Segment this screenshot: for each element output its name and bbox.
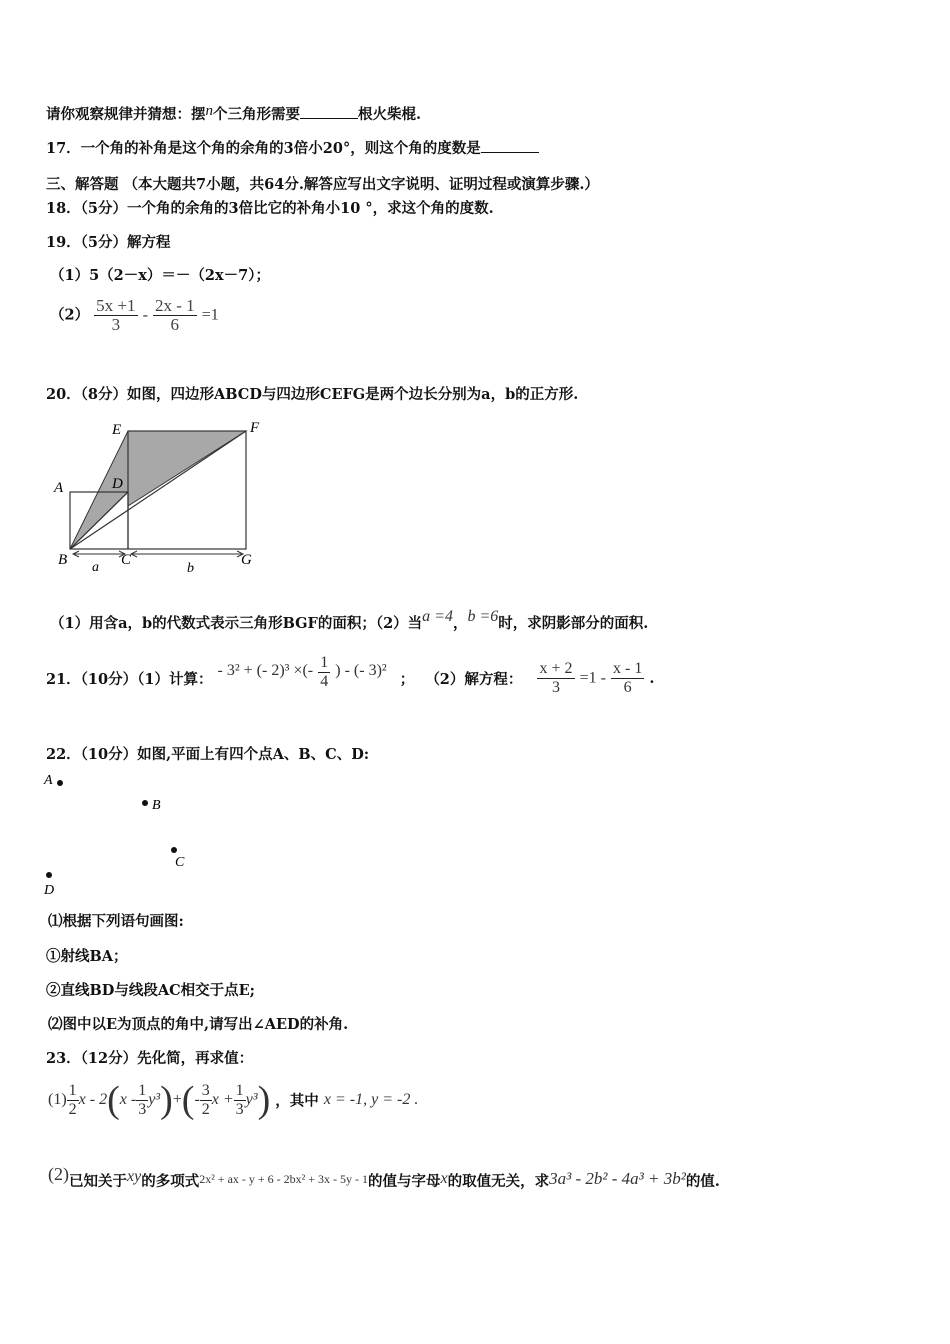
question-16-tail (46, 103, 421, 124)
label-E: E (112, 422, 122, 438)
q23-p2-b: 的多项式 (141, 1173, 200, 1190)
q23-paren-close-2: ) (257, 1079, 271, 1121)
q20-tail: 时，求阴影部分的面积. (498, 615, 649, 632)
q23-t2a (120, 1091, 136, 1108)
q23-t1-frac (67, 1082, 79, 1119)
q20-a-eq-text: a =4 (422, 608, 453, 625)
q23-xvar-text: x (440, 1170, 448, 1187)
q19-minus: - (142, 306, 148, 324)
q21-eq-frac-2 (611, 660, 644, 697)
question-19-title: 19．（5分）解方程 (46, 234, 171, 251)
q21-frac-num: 1 (320, 654, 329, 671)
q22-step2: ①射线BA； (46, 948, 128, 965)
answer-blank-17[interactable] (481, 138, 539, 153)
label-D: D (112, 476, 123, 492)
q21-eq-frac2-num: x - 1 (612, 660, 643, 677)
point-label-D: D (44, 883, 55, 898)
q23-paren-open-2: ( (181, 1079, 195, 1121)
q21-eq-frac1-num: x + 2 (539, 660, 573, 677)
question-17 (46, 137, 539, 158)
q19-frac1-num: 5x +1 (96, 296, 136, 315)
question-23-part2 (48, 1164, 720, 1191)
q23-t3a: - (194, 1091, 200, 1108)
q19-frac-1 (94, 297, 137, 334)
question-19-part1: （1）5（2－x）＝－（2x－7）； (50, 267, 270, 284)
question-23-part1 (48, 1078, 418, 1122)
label-b: b (187, 561, 194, 576)
q23-t3-num: 3 (201, 1081, 210, 1099)
q23-paren-open-1: ( (107, 1079, 120, 1121)
q23-t1-den: 2 (68, 1100, 77, 1118)
obs-mid: 个三角形需要 (213, 106, 300, 123)
q23-t3-var (212, 1091, 234, 1108)
point-label-C: C (175, 855, 185, 870)
q23-xy-text: xy (127, 1168, 142, 1185)
q23-poly (199, 1172, 368, 1186)
q23-p2-e: 的值. (685, 1173, 720, 1190)
q21-expr-b: ) - (- 3)² (335, 661, 387, 679)
q23-plus: + (172, 1091, 182, 1108)
point-label-B: B (152, 798, 161, 813)
q23-t2-var (148, 1091, 160, 1108)
q23-t3-var-text: x + (211, 1091, 234, 1108)
q23-p2-a: 已知关于 (69, 1173, 127, 1190)
q21-sep: ； (399, 671, 415, 688)
q23-t3-frac (200, 1082, 212, 1119)
q20-part1-text: （1）用含a，b的代数式表示三角形BGF的面积；（2）当 (50, 615, 423, 632)
squares-figure (50, 412, 270, 582)
q23-t3b-num: 1 (235, 1081, 244, 1099)
q22-step1: ⑴根据下列语句画图: (48, 913, 184, 930)
q21-prefix: 21．（10分）（1）计算： (46, 671, 213, 688)
q23-cond-text: x = -1, y = -2 . (323, 1091, 419, 1108)
question-20-parts (50, 608, 649, 633)
obs-post: 根火柴棍. (358, 106, 422, 123)
q19-rhs: =1 (201, 306, 219, 324)
q21-expr-a: - 3² + (- 2)³ ×(- (217, 661, 314, 679)
point-label-A: A (44, 773, 53, 788)
q22-step3: ②直线BD与线段AC相交于点E; (46, 982, 256, 999)
q21-eq-frac2-den: 6 (623, 679, 632, 696)
question-22-title: 22．（10分）如图,平面上有四个点A、B、C、D: (46, 746, 370, 763)
point-D (46, 872, 52, 878)
q21-frac-den: 4 (320, 673, 329, 690)
q23-t1-num: 1 (68, 1081, 77, 1099)
q20-comma: ， (452, 615, 468, 632)
question-23-title: 23．（12分）先化简，再求值： (46, 1050, 254, 1067)
q23-t3b-var (246, 1091, 258, 1108)
q19-frac2-den: 6 (170, 315, 180, 334)
q23-p1-label: (1) (48, 1091, 67, 1108)
label-B: B (58, 552, 68, 568)
q20-b-eq (467, 608, 498, 625)
q23-t3b-den: 3 (235, 1100, 244, 1118)
point-A (57, 780, 63, 786)
q23-p2-label: (2) (48, 1164, 69, 1184)
q23-t3-den: 2 (201, 1100, 210, 1118)
q23-t2-num: 1 (138, 1081, 147, 1099)
obs-pre: 请你观察规律并猜想：摆 (46, 106, 206, 123)
q23-t1-var (79, 1091, 107, 1108)
q21-eq-end: . (649, 670, 655, 687)
question-18: 18．（5分）一个角的余角的3倍比它的补角小10 °，求这个角的度数. (46, 200, 494, 217)
q19-frac1-den: 3 (111, 315, 121, 334)
q23-where: ，其中 (275, 1092, 319, 1110)
q21-eq-mid: =1 - (579, 669, 606, 687)
q23-t1-var-text: x - 2 (78, 1091, 108, 1108)
question-21 (46, 654, 655, 697)
q23-t2-var-text: y³ (148, 1091, 161, 1108)
q19-frac-2 (153, 297, 197, 334)
q23-p2-c: 的值与字母 (368, 1173, 441, 1190)
var-n: n (205, 103, 213, 119)
point-C (171, 847, 177, 853)
section-heading: 三、解答题 （本大题共7小题，共64分.解答应写出文字说明、证明过程或演算步骤.） (46, 176, 599, 193)
q21-frac (318, 654, 330, 691)
q23-paren-close-1: ) (160, 1079, 173, 1121)
label-F: F (250, 420, 260, 436)
q17-text: 17．一个角的补角是这个角的余角的3倍小20°，则这个角的度数是 (46, 140, 481, 157)
label-a: a (92, 560, 99, 575)
q23-t2-den: 3 (138, 1100, 147, 1118)
q23-t3b-frac (234, 1082, 246, 1119)
q23-cond (324, 1091, 418, 1108)
label-C: C (121, 552, 132, 568)
q23-t3b-var-text: y³ (245, 1091, 258, 1108)
q23-t2a-text: x - (119, 1091, 137, 1108)
q23-target-text: 3a³ - 2b² - 4a³ + 3b² (549, 1169, 686, 1188)
q21-part2: （2）解方程： (425, 671, 523, 688)
answer-blank-16[interactable] (300, 104, 358, 119)
label-A: A (54, 480, 64, 496)
q23-target (549, 1169, 686, 1188)
question-20-title: 20．（8分）如图，四边形ABCD与四边形CEFG是两个边长分别为a，b的正方形. (46, 386, 579, 403)
point-B (142, 800, 148, 806)
q20-a-eq (422, 608, 453, 625)
label-G: G (241, 552, 252, 568)
question-19-part2 (50, 297, 219, 334)
q19-frac2-num: 2x - 1 (154, 296, 195, 315)
q23-poly-text: 2x² + ax - y + 6 - 2bx² + 3x - 5y - 1 (199, 1172, 369, 1186)
q23-p2-d: 的取值无关，求 (447, 1173, 550, 1190)
q23-xvar (441, 1170, 448, 1187)
q21-eq-frac1-den: 3 (551, 679, 560, 696)
four-points-figure (40, 768, 210, 900)
q20-b-eq-text: b =6 (467, 608, 499, 625)
q23-xy (127, 1168, 141, 1185)
q21-eq-frac-1 (537, 660, 574, 697)
q19-p2-label: （2） (50, 306, 90, 324)
q22-step4: ⑵图中以E为顶点的角中,请写出∠AED的补角. (48, 1016, 349, 1033)
q23-t2-frac (136, 1082, 148, 1119)
